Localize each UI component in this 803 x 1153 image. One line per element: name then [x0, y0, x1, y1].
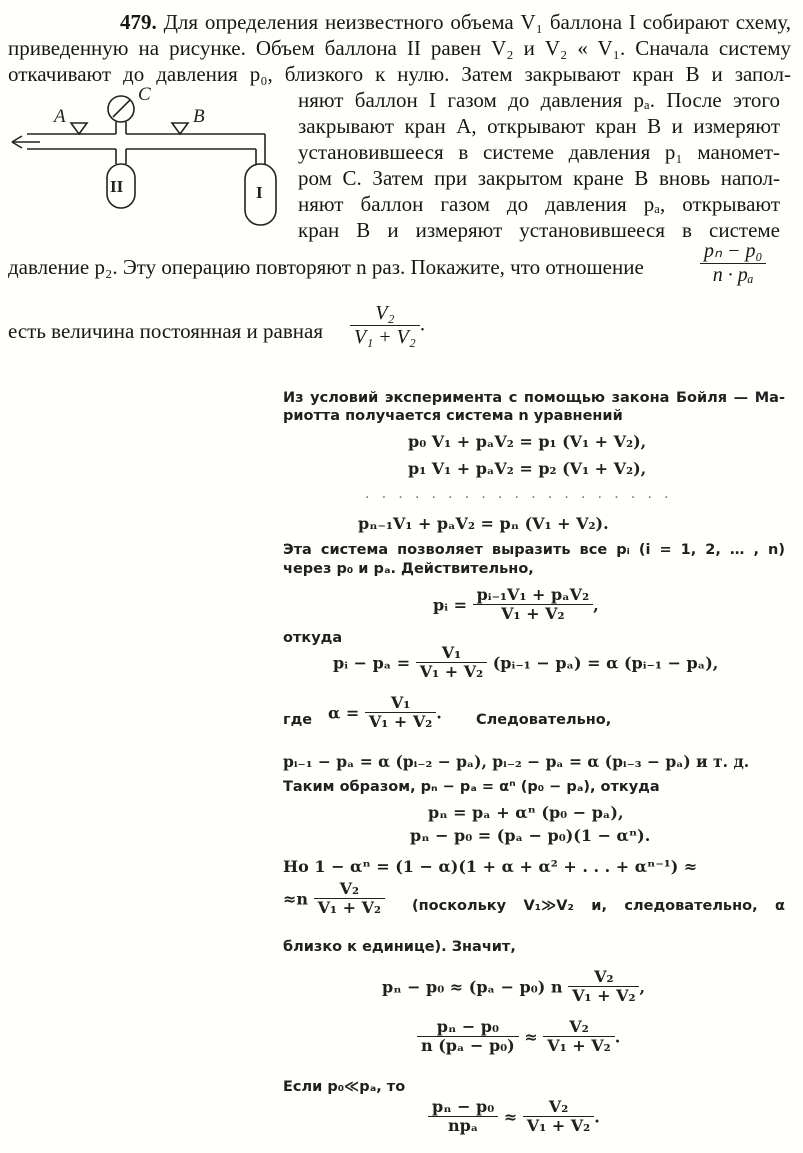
problem-line-6: установившееся в системе давления p₁ маномет- — [298, 140, 780, 164]
equation-pn-minus-p0: pₙ − p₀ = (pₐ − p₀)(1 − αⁿ). — [410, 826, 651, 845]
valve-a-label: A — [54, 106, 66, 127]
equation-final-2: $\frac{\text{pₙ − p₀}}{\text{n (pₐ − p₀)}}$ ≈ $\frac{\text{V₂}}{\text{V₁ + V₂}}$ . — [417, 1018, 620, 1056]
takim-obrazom-line: Таким образом, pₙ − pₐ = αⁿ (p₀ − pₐ), откуда — [283, 779, 660, 795]
equation-pi: pᵢ = $\frac{\text{pᵢ₋₁V₁ + pₐV₂}}{\text{V₁ + V₂}}$ , — [433, 585, 599, 624]
gde-label: где — [283, 712, 313, 728]
equation-1: p₀ V₁ + pₐV₂ = p₁ (V₁ + V₂), — [408, 432, 647, 451]
equation-chain: pᵢ₋₁ − pₐ = α (pᵢ₋₂ − pₐ), pᵢ₋₂ − pₐ = α (pᵢ₋₃ − pₐ) и т. д. — [283, 752, 750, 771]
vessel-1-label: I — [256, 183, 263, 202]
equation-alpha: α = $\frac{\text{V₁}}{\text{V₁ + V₂}}$ . — [328, 693, 442, 732]
problem-line-3: откачивают до давления p₀, близкого к нулю. Затем закрывают кран B и запол- — [8, 62, 791, 86]
gauge-c-label: C — [138, 84, 151, 105]
problem-line-4: няют баллон I газом до давления pₐ. После этого — [298, 88, 780, 112]
valve-b-label: B — [193, 106, 205, 127]
equation-pn: pₙ = pₐ + αⁿ (p₀ − pₐ), — [428, 803, 624, 822]
problem-line-8: няют баллон газом до давления pₐ, открывают — [298, 192, 780, 216]
problem-line-7: ром C. Затем при закрытом кране B вновь напол- — [298, 166, 780, 190]
problem-line-9: кран B и измеряют установившееся в системе — [298, 218, 780, 242]
approx-explanation: (поскольку V₁≫V₂ и, следовательно, α — [412, 898, 785, 914]
ratio-denominator: n · pₐ — [700, 263, 766, 287]
esli-line: Если p₀≪pₐ, то — [283, 1079, 406, 1095]
ratio-numerator: pₙ − p₀ — [704, 240, 763, 262]
problem-line-2: приведенную на рисунке. Объем баллона II равен V₂ и V₂ « V₁. Сначала систему — [8, 36, 791, 60]
blizko-line: близко к единице). Значит, — [283, 939, 516, 955]
problem-line-10: давление p₂. Эту операцию повторяют n раз. Покажите, что отношение — [8, 255, 644, 279]
equation-final-3: $\frac{\text{pₙ − p₀}}{\text{npₐ}}$ ≈ $\frac{\text{V₂}}{\text{V₁ + V₂}}$ . — [428, 1098, 600, 1136]
constant-fraction: $\frac{\text{V₂}}{\text{V₁ + V₂}}$ . — [350, 302, 425, 349]
solution-text-4: через p₀ и pₐ. Действительно, — [283, 561, 534, 577]
equation-2: p₁ V₁ + pₐV₂ = p₂ (V₁ + V₂), — [408, 459, 647, 478]
equation-approx: ≈n $\frac{\text{V₂}}{\text{V₁ + V₂}}$ — [283, 880, 385, 918]
problem-number: 479. — [120, 10, 157, 34]
constant-numerator: V₂ — [375, 302, 395, 324]
equation-n: pₙ₋₁V₁ + pₐV₂ = pₙ (V₁ + V₂). — [358, 514, 609, 533]
equation-final-1: pₙ − p₀ ≈ (pₐ − p₀) n $\frac{\text{V₂}}{\text{V₁ + V₂}}$ , — [382, 967, 646, 1006]
problem-line-1: 479. Для определения неизвестного объема V₁ баллона I собирают схему, — [120, 10, 792, 34]
constant-denominator: V₁ + V₂ — [350, 325, 420, 349]
sledovatelno-label: Следовательно, — [476, 712, 612, 728]
equation-difference: pᵢ − pₐ = $\frac{\text{V₁}}{\text{V₁ + V₂}}$ (pᵢ₋₁ − pₐ) = α (pᵢ₋₁ − pₐ), — [333, 643, 719, 682]
apparatus-schematic — [0, 80, 300, 240]
solution-intro-2: риотта получается система n уравнений — [283, 408, 623, 424]
ratio-fraction — [700, 240, 766, 287]
equation-ellipsis: ................... — [365, 486, 681, 502]
solution-text-3: Эта система позволяет выразить все pᵢ (i = 1, 2, … , n) — [283, 542, 785, 558]
problem-line-11: есть величина постоянная и равная — [8, 319, 323, 343]
problem-line-5: закрывают кран A, открывают кран B и измеряют — [298, 114, 780, 138]
equation-no: Но 1 − αⁿ = (1 − α)(1 + α + α² + . . . + αⁿ⁻¹) ≈ — [283, 857, 698, 876]
otkuda-label: откуда — [283, 630, 343, 646]
solution-intro-1: Из условий эксперимента с помощью закона Бойля — Ма- — [283, 390, 785, 406]
apparatus-diagram — [0, 80, 300, 240]
vessel-2-label: II — [110, 177, 124, 196]
